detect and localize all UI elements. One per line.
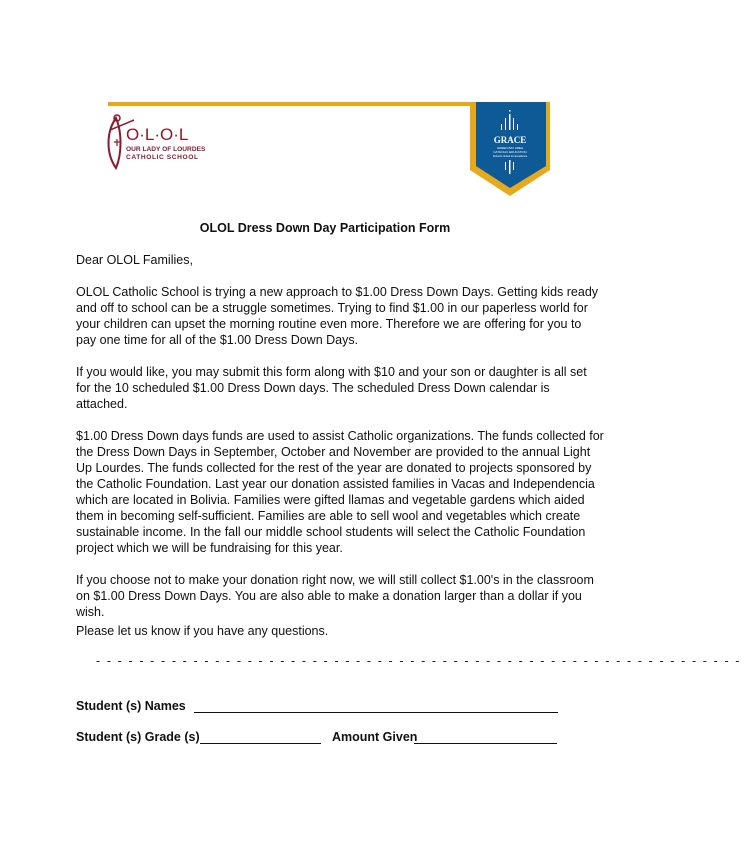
olol-logo xyxy=(104,112,224,172)
paragraph-line: which are located in Bolivia. Families were gifted llamas and vegetable gardens which aided xyxy=(76,493,585,507)
svg-text:GRACE: GRACE xyxy=(493,135,527,145)
paragraph-line: the Dress Down Days in September, October and November are provided to the annual Light xyxy=(76,445,591,459)
paragraph-line: Up Lourdes. The funds collected for the rest of the year are donated to projects sponsored by xyxy=(76,461,592,475)
paragraph-line: Please let us know if you have any questions. xyxy=(76,624,329,638)
student-names-label: Student (s) Names xyxy=(76,699,186,713)
student-grade-field[interactable] xyxy=(200,743,321,744)
amount-given-field[interactable] xyxy=(414,743,557,744)
svg-text:CATHOLIC EDUCATION: CATHOLIC EDUCATION xyxy=(493,150,527,154)
paragraph-line: the Catholic Foundation. Last year our donation assisted families in Vacas and Independencia xyxy=(76,477,595,491)
paragraph-line: OLOL Catholic School is trying a new approach to $1.00 Dress Down Days. Getting kids ready xyxy=(76,285,599,299)
paragraph-line: If you would like, you may submit this form along with $10 and your son or daughter is all set xyxy=(76,365,587,379)
student-names-field[interactable] xyxy=(194,712,558,713)
paragraph-line: sustainable income. In the fall our middle school students will select the Catholic Foundation xyxy=(76,525,586,539)
paragraph-line: $1.00 Dress Down days funds are used to assist Catholic organizations. The funds collected for xyxy=(76,429,604,443)
svg-text:O·L·O·L: O·L·O·L xyxy=(126,125,189,144)
paragraph-line: If you choose not to make your donation right now, we will still collect $1.00's in the classroom xyxy=(76,573,594,587)
form-title: OLOL Dress Down Day Participation Form xyxy=(199,221,451,235)
paragraph-line: them in becoming self-sufficient. Families are able to sell wool and vegetables which create xyxy=(76,509,581,523)
paragraph-line: and off to school can be a struggle sometimes. Trying to find $1.00 in our paperless world for xyxy=(76,301,588,315)
paragraph-line: attached. xyxy=(76,397,128,411)
amount-given-label: Amount Given xyxy=(332,730,418,744)
header-rule xyxy=(108,102,472,106)
cut-line: - - - - - - - - - - - - - - - - - - - - - - - - - - - - - - - - - - - - - - - - - - - - - - - - - - - - - - - - - - - - xyxy=(96,654,741,668)
svg-text:CATHOLIC SCHOOL: CATHOLIC SCHOOL xyxy=(126,154,199,161)
paragraph-line: pay one time for all of the $1.00 Dress Down Days. xyxy=(76,333,359,347)
svg-text:Schools United for Excellence: Schools United for Excellence xyxy=(492,155,528,158)
svg-text:GREEN BAY AREA: GREEN BAY AREA xyxy=(496,146,524,150)
svg-text:OUR LADY OF LOURDES: OUR LADY OF LOURDES xyxy=(126,146,206,153)
paragraph-line: for the 10 scheduled $1.00 Dress Down days. The scheduled Dress Down calendar is xyxy=(76,381,550,395)
paragraph-line: on $1.00 Dress Down Days. You are also able to make a donation larger than a dollar if you xyxy=(76,589,582,603)
salutation: Dear OLOL Families, xyxy=(76,253,193,267)
paragraph-line: project which we will be fundraising for this year. xyxy=(76,541,343,555)
grace-logo xyxy=(468,102,552,198)
paragraph-line: wish. xyxy=(76,605,105,619)
paragraph-line: your children can upset the morning routine even more. Therefore we are offering for you to xyxy=(76,317,582,331)
student-grade-label: Student (s) Grade (s) xyxy=(76,730,200,744)
